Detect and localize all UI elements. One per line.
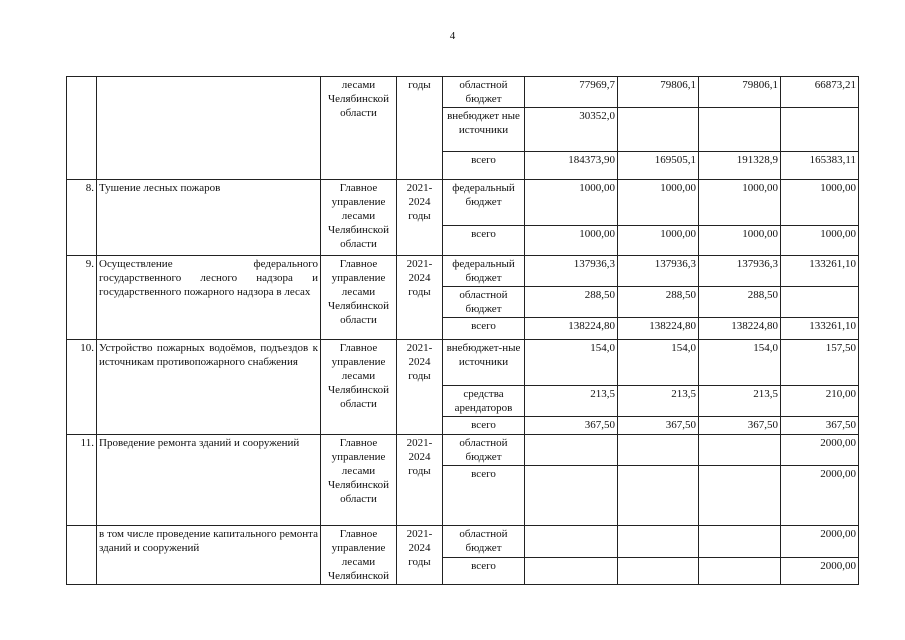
value-2021 [525,557,618,584]
value-2021: 1000,00 [525,226,618,256]
value-2022: 79806,1 [618,77,699,108]
value-2024: 1000,00 [781,226,859,256]
value-2022: 367,50 [618,417,699,435]
value-2022: 213,5 [618,386,699,417]
period: 2021-2024 годы [397,256,443,340]
period: 2021-2024 годы [397,180,443,256]
budget-table [66,76,859,585]
value-2022 [618,466,699,526]
row-number [67,526,97,585]
value-2021: 137936,3 [525,256,618,287]
value-2023 [699,466,781,526]
measure-name: Тушение лесных пожаров [97,180,321,256]
value-2023 [699,108,781,152]
value-2021: 288,50 [525,287,618,318]
funding-source: федеральный бюджет [443,256,525,287]
funding-source: средства арендаторов [443,386,525,417]
period: 2021-2024 годы [397,340,443,435]
value-2022: 1000,00 [618,226,699,256]
value-2021 [525,526,618,558]
funding-source: всего [443,557,525,584]
value-2024: 133261,10 [781,256,859,287]
value-2023: 79806,1 [699,77,781,108]
page-number: 4 [449,30,456,42]
value-2024: 2000,00 [781,526,859,558]
value-2021 [525,466,618,526]
funding-source: федеральный бюджет [443,180,525,226]
value-2021: 1000,00 [525,180,618,226]
value-2021: 77969,7 [525,77,618,108]
value-2021: 138224,80 [525,318,618,340]
value-2021: 154,0 [525,340,618,386]
funding-source: всего [443,417,525,435]
value-2021 [525,435,618,466]
value-2022 [618,557,699,584]
value-2024: 133261,10 [781,318,859,340]
executor: Главное управление лесами Челябинской области [321,180,397,256]
measure-name: Осуществление федерального государственного лесного надзора и государственного пожарного надзора в лесах [97,256,321,340]
value-2022: 169505,1 [618,152,699,180]
executor: Главное управление лесами Челябинской [321,526,397,585]
value-2023 [699,557,781,584]
value-2023: 288,50 [699,287,781,318]
value-2023: 1000,00 [699,226,781,256]
value-2022 [618,435,699,466]
value-2023 [699,526,781,558]
period: 2021-2024 годы [397,526,443,585]
executor: Главное управление лесами Челябинской области [321,340,397,435]
measure-name: Устройство пожарных водоёмов, подъездов к источникам противопожарного снабжения [97,340,321,435]
funding-source: областной бюджет [443,287,525,318]
value-2022: 1000,00 [618,180,699,226]
value-2022 [618,108,699,152]
value-2024: 2000,00 [781,466,859,526]
measure-name: в том числе проведение капитального ремонта зданий и сооружений [97,526,321,585]
value-2022 [618,526,699,558]
value-2024: 2000,00 [781,557,859,584]
value-2023 [699,435,781,466]
funding-source: всего [443,226,525,256]
row-number [67,77,97,180]
funding-source: всего [443,466,525,526]
row-number: 11. [67,435,97,526]
value-2023: 137936,3 [699,256,781,287]
value-2024: 165383,11 [781,152,859,180]
measure-name [97,77,321,180]
value-2024 [781,287,859,318]
row-number: 10. [67,340,97,435]
funding-source: областной бюджет [443,435,525,466]
funding-source: областной бюджет [443,526,525,558]
value-2024: 210,00 [781,386,859,417]
funding-source: внебюджет ные источники [443,108,525,152]
value-2023: 154,0 [699,340,781,386]
row-number: 9. [67,256,97,340]
value-2023: 138224,80 [699,318,781,340]
value-2023: 1000,00 [699,180,781,226]
value-2024 [781,108,859,152]
value-2022: 137936,3 [618,256,699,287]
funding-source: всего [443,152,525,180]
row-number: 8. [67,180,97,256]
value-2024: 66873,21 [781,77,859,108]
value-2021: 30352,0 [525,108,618,152]
value-2022: 288,50 [618,287,699,318]
value-2024: 2000,00 [781,435,859,466]
value-2024: 367,50 [781,417,859,435]
value-2023: 191328,9 [699,152,781,180]
funding-source: всего [443,318,525,340]
executor: Главное управление лесами Челябинской области [321,256,397,340]
funding-source: областной бюджет [443,77,525,108]
executor: лесами Челябинской области [321,77,397,180]
value-2021: 184373,90 [525,152,618,180]
value-2024: 1000,00 [781,180,859,226]
funding-source: внебюджет-ные источники [443,340,525,386]
value-2023: 367,50 [699,417,781,435]
value-2024: 157,50 [781,340,859,386]
value-2021: 367,50 [525,417,618,435]
value-2021: 213,5 [525,386,618,417]
period: годы [397,77,443,180]
value-2022: 154,0 [618,340,699,386]
value-2022: 138224,80 [618,318,699,340]
value-2023: 213,5 [699,386,781,417]
period: 2021-2024 годы [397,435,443,526]
measure-name: Проведение ремонта зданий и сооружений [97,435,321,526]
executor: Главное управление лесами Челябинской области [321,435,397,526]
